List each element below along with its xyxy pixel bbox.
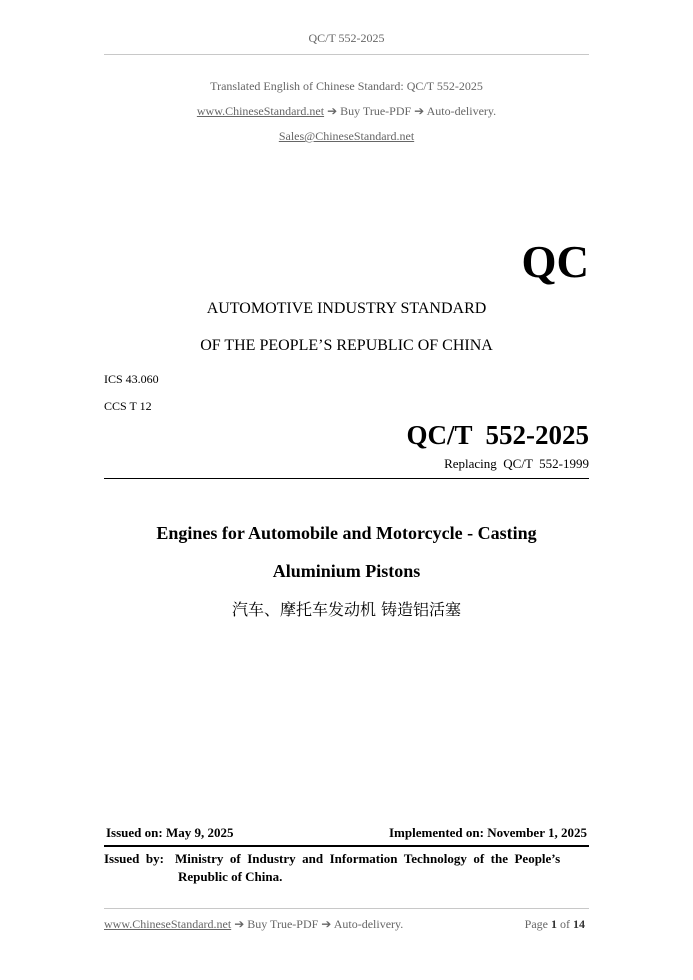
footer-buy-text: Buy True-PDF (247, 917, 319, 931)
page-indicator (525, 917, 585, 932)
arrow-icon: ➔ (321, 917, 332, 931)
implemented-on-date: Implemented on: November 1, 2025 (389, 825, 587, 840)
page-word: Page (524, 917, 548, 931)
email-line (0, 129, 693, 144)
title-divider (104, 478, 589, 479)
standard-number: QC/T 552-2025 (406, 420, 589, 450)
document-title-line2: Aluminium Pistons (272, 561, 421, 581)
issued-by-line1: Ministry of Industry and Information Technology of the People’s (175, 851, 561, 866)
issue-divider (104, 845, 589, 847)
total-pages: 14 (573, 917, 585, 931)
issued-by-label: Issued by: (104, 851, 164, 866)
arrow-icon: ➔ (234, 917, 245, 931)
replacing-standard: Replacing QC/T 552-1999 (444, 456, 589, 471)
qc-logo: QC (521, 237, 589, 287)
standard-org-line1: AUTOMOTIVE INDUSTRY STANDARD (206, 300, 487, 317)
document-title-chinese: 汽车、摩托车发动机 铸造铝活塞 (231, 600, 462, 619)
sales-email-link[interactable]: Sales@ChineseStandard.net (278, 129, 415, 143)
issued-by-line2: Republic of China. (178, 869, 283, 884)
purchase-line (0, 104, 693, 119)
arrow-icon: ➔ (414, 104, 425, 118)
delivery-text: Auto-delivery. (426, 104, 497, 118)
header-divider (104, 54, 589, 55)
ccs-code: CCS T 12 (104, 399, 152, 413)
buy-text: Buy True-PDF (340, 104, 412, 118)
footer-divider (104, 908, 589, 909)
website-link[interactable]: www.ChineseStandard.net (196, 104, 325, 118)
footer-website-link[interactable]: www.ChineseStandard.net (104, 917, 232, 931)
translation-notice: Translated English of Chinese Standard: QC/T 552-2025 (210, 79, 483, 93)
standard-org-line2: OF THE PEOPLE’S REPUBLIC OF CHINA (200, 337, 493, 354)
issued-on-date: Issued on: May 9, 2025 (106, 825, 234, 840)
ics-code: ICS 43.060 (104, 372, 159, 386)
footer-delivery-text: Auto-delivery. (333, 917, 404, 931)
page-number: 1 (551, 917, 557, 931)
document-title-line1: Engines for Automobile and Motorcycle - Casting (156, 523, 537, 543)
footer-purchase-line (104, 917, 403, 932)
arrow-icon: ➔ (327, 104, 338, 118)
of-word: of (560, 917, 570, 931)
running-header: QC/T 552-2025 (308, 31, 385, 45)
